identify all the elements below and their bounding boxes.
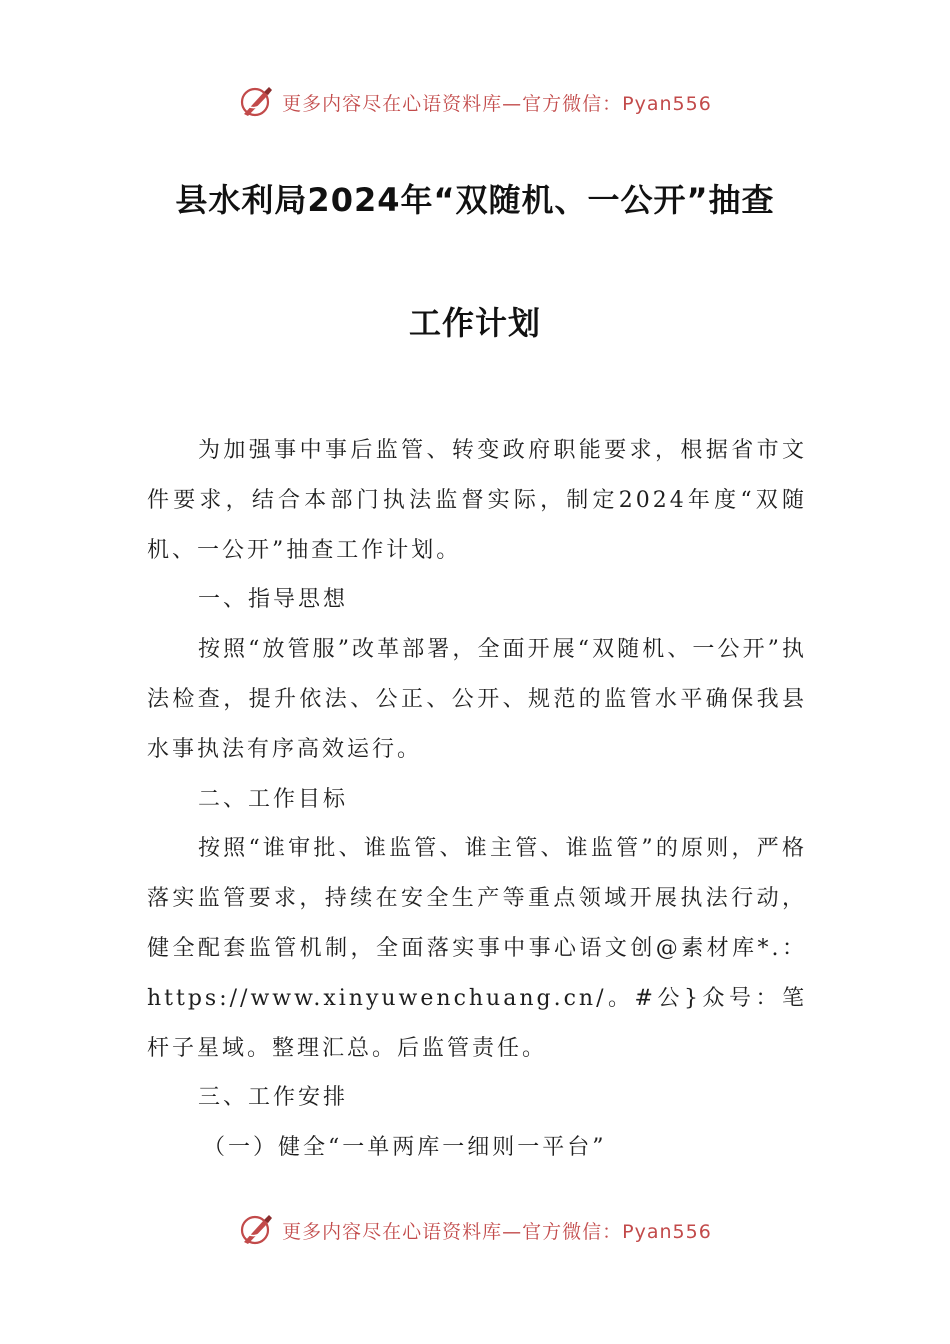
section-heading-work-goals: 二、工作目标 <box>198 786 349 812</box>
watermark-text: 更多内容尽在心语资料库—官方微信：Pyan556 <box>282 1220 712 1243</box>
section-heading-work-arrangement: 三、工作安排 <box>198 1085 349 1111</box>
document-body <box>147 426 807 1173</box>
guiding-ideology-paragraph: 按照“放管服”改革部署，全面开展“双随机、一公开”执法检查，提升依法、公正、公开、规范的监管水平确保我县水事执法有序高效运行。 <box>147 637 807 762</box>
pen-logo-icon <box>238 84 274 120</box>
work-goals-paragraph: 按照“谁审批、谁监管、谁主管、谁监管”的原则，严格落实监管要求，持续在安全生产等重点领域开展执法行动，健全配套监管机制，全面落实事中事心语文创@素材库*.：https://www.xinyuwenchuang.cn/。#公}众号：笔杆子星域。整理汇总。后监管责任。 <box>147 836 807 1061</box>
pen-logo-icon <box>238 1212 274 1248</box>
intro-paragraph: 为加强事中事后监管、转变政府职能要求，根据省市文件要求，结合本部门执法监督实际，制定2024年度“双随机、一公开”抽查工作计划。 <box>147 438 807 563</box>
footer-watermark-banner <box>0 1206 950 1254</box>
section-heading-guiding-ideology: 一、指导思想 <box>198 587 349 613</box>
document-title-line2: 工作计划 <box>408 304 541 342</box>
subsection-heading-1: （一）健全“一单两库一细则一平台” <box>203 1135 607 1161</box>
header-watermark-banner <box>0 78 950 126</box>
watermark-text: 更多内容尽在心语资料库—官方微信：Pyan556 <box>282 92 712 115</box>
document-title-line1: 县水利局2024年“双随机、一公开”抽查 <box>175 181 775 219</box>
